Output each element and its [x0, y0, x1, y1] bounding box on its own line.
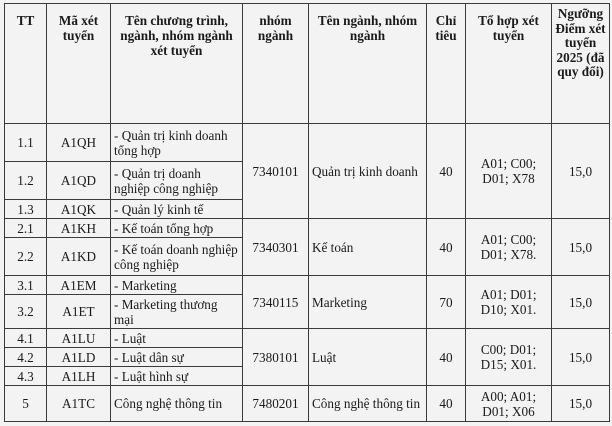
nhom-nganh-cell: 7380101 [243, 329, 309, 386]
nhom-nganh-cell: 7340115 [243, 276, 309, 329]
program-cell: - Kế toán tổng hợp [111, 219, 243, 238]
header-chi-tieu: Chỉ tiêu [427, 4, 466, 124]
program-cell: - Quản lý kinh tế [111, 200, 243, 219]
admission-table [4, 3, 610, 422]
nguong-cell: 15,0 [552, 124, 610, 219]
table-row [5, 219, 610, 238]
tt-cell: 1.2 [5, 162, 47, 200]
code-cell: A1QK [47, 200, 111, 219]
tt-cell: 5 [5, 386, 47, 422]
code-cell: A1ET [47, 295, 111, 329]
chi-tieu-cell: 70 [427, 276, 466, 329]
to-hop-cell: A01; C00; D01; X78 [466, 124, 552, 219]
chi-tieu-cell: 40 [427, 329, 466, 386]
code-cell: A1TC [47, 386, 111, 422]
table-row [5, 124, 610, 162]
tt-cell: 4.1 [5, 329, 47, 348]
tt-cell: 3.1 [5, 276, 47, 295]
program-cell: - Kế toán doanh nghiệp công nghiệp [111, 238, 243, 276]
program-cell: - Marketing thương mại [111, 295, 243, 329]
table-row [5, 386, 610, 422]
tt-cell: 4.3 [5, 367, 47, 386]
code-cell: A1EM [47, 276, 111, 295]
program-cell: - Quản trị kinh doanh tổng hợp [111, 124, 243, 162]
tt-cell: 2.2 [5, 238, 47, 276]
program-cell: - Marketing [111, 276, 243, 295]
code-cell: A1LU [47, 329, 111, 348]
header-nguong-diem: Ngưỡng Điểm xét tuyển 2025 (đã quy đổi) [552, 4, 610, 124]
nhom-nganh-cell: 7480201 [243, 386, 309, 422]
tt-cell: 1.3 [5, 200, 47, 219]
ten-nganh-cell: Luật [309, 329, 427, 386]
ten-nganh-cell: Kế toán [309, 219, 427, 276]
table-row [5, 276, 610, 295]
code-cell: A1KH [47, 219, 111, 238]
ten-nganh-cell: Quản trị kinh doanh [309, 124, 427, 219]
code-cell: A1QH [47, 124, 111, 162]
tt-cell: 3.2 [5, 295, 47, 329]
header-ma-xet-tuyen: Mã xét tuyển [47, 4, 111, 124]
tt-cell: 4.2 [5, 348, 47, 367]
chi-tieu-cell: 40 [427, 124, 466, 219]
header-row [5, 4, 610, 124]
chi-tieu-cell: 40 [427, 219, 466, 276]
header-nhom-nganh: nhóm ngành [243, 4, 309, 124]
header-to-hop: Tổ hợp xét tuyển [466, 4, 552, 124]
code-cell: A1QD [47, 162, 111, 200]
chi-tieu-cell: 40 [427, 386, 466, 422]
program-cell: - Quản trị doanh nghiệp công nghiệp [111, 162, 243, 200]
nhom-nganh-cell: 7340101 [243, 124, 309, 219]
tt-cell: 1.1 [5, 124, 47, 162]
nguong-cell: 15,0 [552, 329, 610, 386]
code-cell: A1KD [47, 238, 111, 276]
code-cell: A1LD [47, 348, 111, 367]
tt-cell: 2.1 [5, 219, 47, 238]
header-tt: TT [5, 4, 47, 124]
program-cell: Công nghệ thông tin [111, 386, 243, 422]
program-cell: - Luật dân sự [111, 348, 243, 367]
header-ten-chuong-trinh: Tên chương trình, ngành, nhóm ngành xét tuyển [111, 4, 243, 124]
program-cell: - Luật hình sự [111, 367, 243, 386]
code-cell: A1LH [47, 367, 111, 386]
to-hop-cell: C00; D01; D15; X01. [466, 329, 552, 386]
program-cell: - Luật [111, 329, 243, 348]
table-row [5, 329, 610, 348]
header-ten-nganh: Tên ngành, nhóm ngành [309, 4, 427, 124]
nguong-cell: 15,0 [552, 276, 610, 329]
to-hop-cell: A00; A01; D01; X06 [466, 386, 552, 422]
nguong-cell: 15,0 [552, 386, 610, 422]
to-hop-cell: A01; C00; D01; X78. [466, 219, 552, 276]
nguong-cell: 15,0 [552, 219, 610, 276]
ten-nganh-cell: Marketing [309, 276, 427, 329]
ten-nganh-cell: Công nghệ thông tin [309, 386, 427, 422]
nhom-nganh-cell: 7340301 [243, 219, 309, 276]
to-hop-cell: A01; D01; D10; X01. [466, 276, 552, 329]
